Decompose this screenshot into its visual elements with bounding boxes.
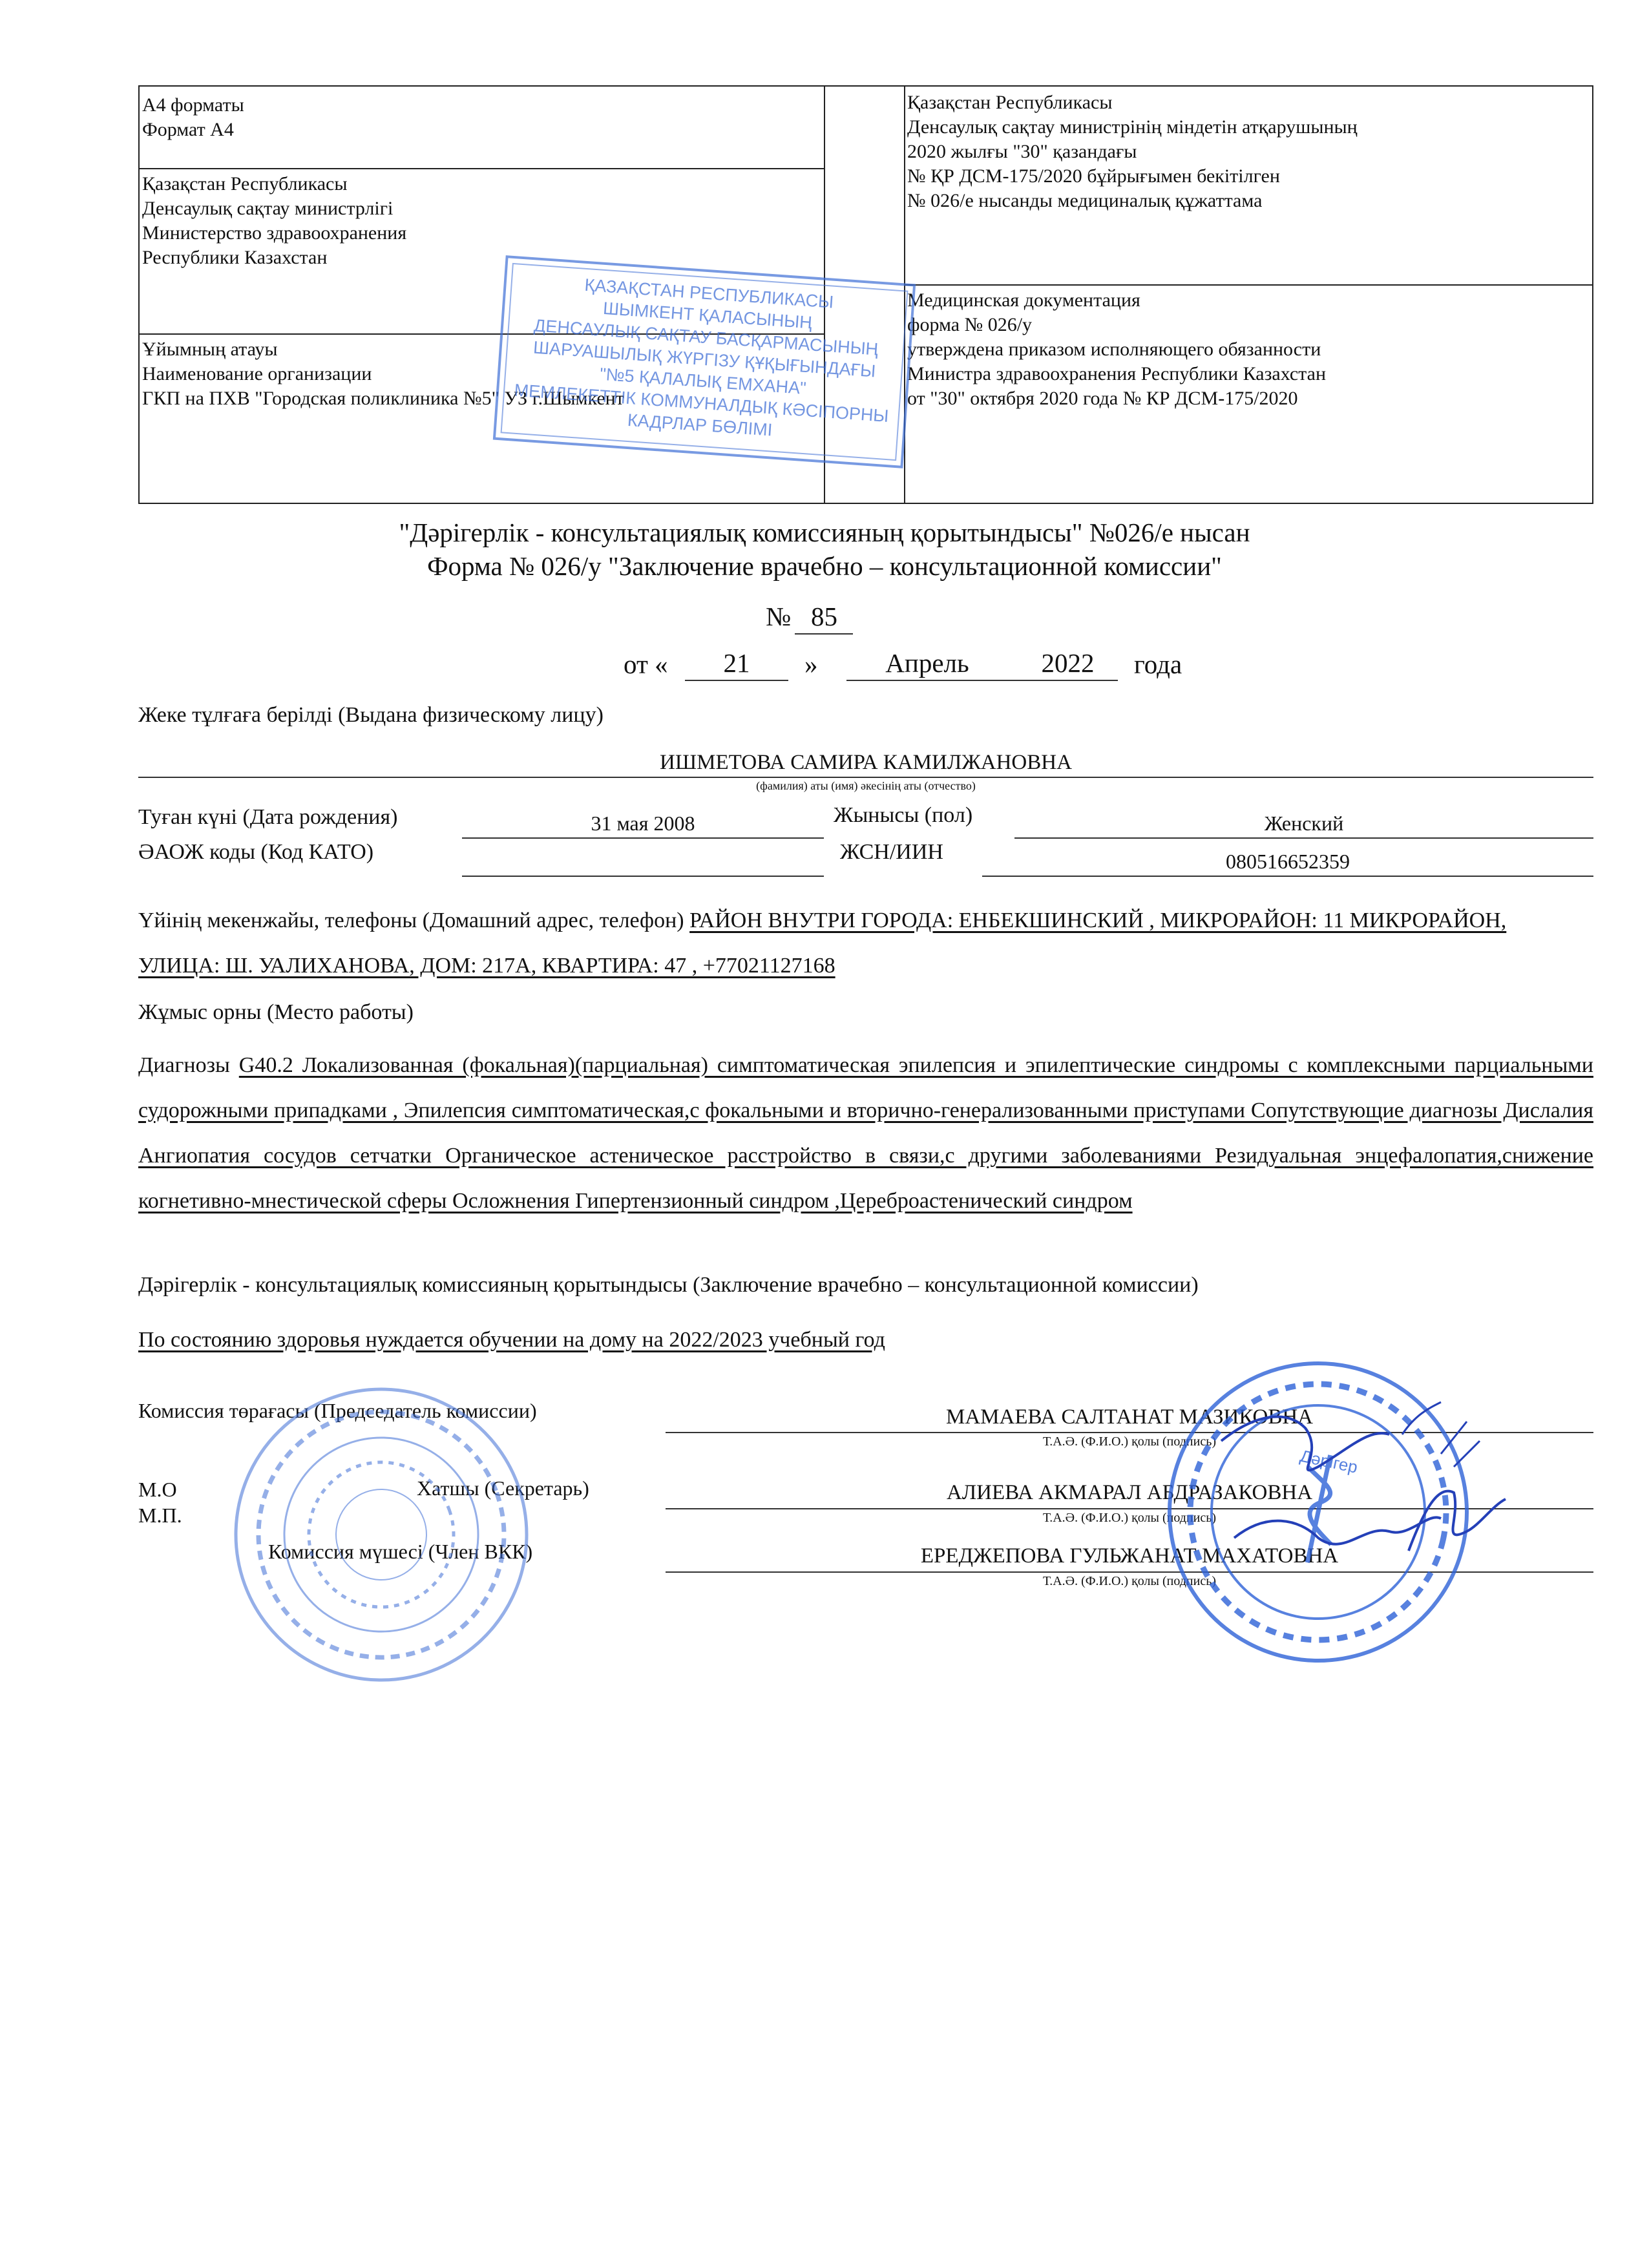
sex-underline (1014, 837, 1593, 839)
secretary-label: Хатшы (Секретарь) (417, 1476, 589, 1500)
patient-full-name: ИШМЕТОВА САМИРА КАМИЛЖАНОВНА (660, 751, 1072, 774)
chair-name: МАМАЕВА САЛТАНАТ МАЗИКОВНА (945, 1405, 1314, 1429)
org-stamp-text: ҚАЗАҚСТАН РЕСПУБЛИКАСЫ ШЫМКЕНТ ҚАЛАСЫНЫҢ ДЕНСАУЛЫҚ САҚТАУ БАСҚАРМАСЫНЫҢ ШАРУАШЫЛЫҚ ЖҮРГІЗУ ҚҰҚЫҒЫНДАҒЫ "№5 ҚАЛАЛЫҚ ЕМХАНА" МЕМЛЕКЕТТІК КОММУНАЛДЫҚ КӘСІПОРНЫ КАДРЛАР БӨЛІМІ (513, 275, 890, 440)
address-label: Үйінің мекенжайы, телефоны (Домашний адрес, телефон) (138, 908, 684, 932)
sex-value: Женский (1264, 812, 1344, 835)
format-cell: А4 форматы Формат А4 (142, 94, 244, 140)
diagnosis-text: G40.2 Локализованная (фокальная)(парциальная) симптоматическая эпилепсия и эпилептические синдромы с комплексными парциальными судорожными припадками , Эпилепсия симптоматическая,с фокальными и вторично-генерализованными приступами Сопутствующие диагнозы Дислалия Ангиопатия сосудов сетчатки Органическое астеническое расстройство в связи,с другими заболеваниями Резидуальная энцефалопатия,снижение когнетивно-мнестической сферы Осложнения Гипертензионный синдром ,Цереброастенический синдром (138, 1053, 1593, 1213)
iin-underline (982, 876, 1593, 877)
document-number: 85 (811, 602, 837, 631)
iin-label: ЖСН/ИИН (840, 840, 943, 864)
number-prefix: № (766, 602, 792, 631)
date-year: 2022 (1041, 648, 1095, 678)
date-day: 21 (723, 648, 750, 678)
organization-cell: Ұйымның атауы Наименование организации ГКП на ПХВ "Городская поликлиника №5" УЗ г.Шымкент (142, 339, 624, 409)
name-caption: (фамилия) аты (имя) әкесінің аты (отчество) (756, 779, 976, 792)
date-mid: » (804, 649, 818, 679)
member-name: ЕРЕДЖЕПОВА ГУЛЬЖАНАТ МАХАТОВНА (920, 1544, 1339, 1568)
day-underline (685, 680, 788, 681)
kato-label: ӘАОЖ коды (Код КАТО) (138, 840, 374, 864)
address-block (138, 898, 1593, 989)
doctor-seal-text: Дәрігер (1298, 1445, 1360, 1477)
dob-value: 31 мая 2008 (591, 812, 695, 835)
header-row-line-3 (904, 284, 1592, 286)
number-underline (795, 633, 853, 635)
conclusion-label: Дәрігерлік - консультациялық комиссияның қорытындысы (Заключение врачебно – консультационной комиссии) (138, 1273, 1199, 1297)
work-label: Жұмыс орны (Место работы) (138, 1000, 414, 1024)
iin-value: 080516652359 (1226, 850, 1350, 873)
form-title-ru: Форма № 026/у "Заключение врачебно – консультационной комиссии" (427, 551, 1222, 581)
dob-label: Туған күні (Дата рождения) (138, 805, 398, 829)
secretary-name: АЛИЕВА АКМАРАЛ АБДРАЗАКОВНА (946, 1481, 1313, 1504)
date-suffix: года (1134, 649, 1182, 679)
ministry-cell: Қазақстан Республикасы Денсаулық сақтау министрлігі Министерство здравоохранения Республики Казахстан (142, 173, 407, 268)
approval-ru-cell: Медицинская документация форма № 026/у утверждена приказом исполняющего обязанности Министра здравоохранения Республики Казахстан от "30" октября 2020 года № КР ДСМ-175/2020 (907, 289, 1327, 409)
issued-label: Жеке тұлғаға берілді (Выдана физическому лицу) (138, 703, 604, 727)
chair-label: Комиссия төрағасы (Председатель комиссии) (138, 1399, 537, 1422)
member-label: Комиссия мүшесі (Член ВКК) (268, 1540, 533, 1563)
sex-label: Жынысы (пол) (834, 803, 973, 827)
mp-label: М.О М.П. (138, 1478, 182, 1527)
address-value: РАЙОН ВНУТРИ ГОРОДА: ЕНБЕКШИНСКИЙ , МИКРОРАЙОН: 11 МИКРОРАЙОН, УЛИЦА: Ш. УАЛИХАНОВА, ДОМ: 217А, КВАРТИРА: 47 , +77021127168 (138, 908, 1507, 978)
date-from-label: от « (624, 649, 668, 679)
secretary-caption: Т.А.Ә. (Ф.И.О.) қолы (подпись) (1042, 1511, 1216, 1525)
signatures-ink (1195, 1389, 1531, 1602)
conclusion-text: По состоянию здоровья нуждается обучении на дому на 2022/2023 учебный год (138, 1328, 885, 1352)
kato-underline (462, 876, 824, 877)
dob-underline (462, 837, 824, 839)
diagnosis-label: Диагнозы (138, 1053, 230, 1077)
diagnosis-block (138, 1043, 1593, 1224)
date-month: Апрель (885, 648, 969, 678)
member-caption: Т.А.Ә. (Ф.И.О.) қолы (подпись) (1042, 1574, 1216, 1588)
month-year-underline (846, 680, 1118, 681)
chair-caption: Т.А.Ә. (Ф.И.О.) қолы (подпись) (1042, 1434, 1216, 1449)
name-underline (138, 777, 1593, 778)
organization-stamp (492, 254, 918, 470)
form-title-kz: "Дәрігерлік - консультациялық комиссияның қорытындысы" №026/е нысан (399, 518, 1250, 547)
header-row-line-1 (140, 168, 825, 169)
approval-kz-cell: Қазақстан Республикасы Денсаулық сақтау министрінің міндетін атқарушының 2020 жылғы "30" қазандағы № ҚР ДСМ-175/2020 бұйрығымен бекітілген № 026/е нысанды медициналық құжаттама (907, 92, 1358, 211)
